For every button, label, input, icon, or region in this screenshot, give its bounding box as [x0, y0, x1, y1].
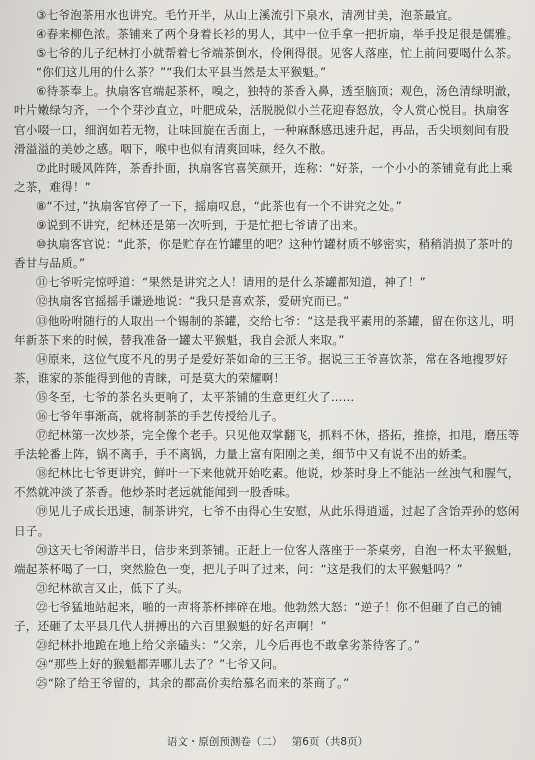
footer-page-number: 第6页（共8页） — [291, 736, 369, 748]
passage-body — [14, 6, 521, 693]
paragraph: “你们这儿用的什么茶？”“我们太平县当然是太平猴魁。” — [36, 65, 327, 80]
page-footer — [0, 734, 535, 749]
paragraph: ⑩执扇客官说：“此茶，你是贮存在竹罐里的吧？这种竹罐材质不够密实，稍稍消损了茶叶的香甘与品质。” — [14, 237, 513, 271]
paragraph: ⑥待茶奉上。执扇客官端起茶杯，嗅之，独特的茶香入鼻，透至脑顶；观色，汤色清绿明澈，叶片嫩绿匀齐，一个个芽沙直立，叶肥成朵，活脱脱似小兰花迎春怒放，令人赏心悦目。执扇客官小啜一口，细润如若无物，让味回旋在舌面上，一种麻酥感迅速升起，再品，舌尖顷刻间有股滑溢溢的美妙之感。咽下，喉中也似有清爽回味，经久不散。 — [14, 84, 519, 156]
paragraph: ⑱纪林比七爷更讲究，鲜叶一下来他就开始吃素。他说，炒茶时身上不能沾一丝浊气和腥气，不然就冲淡了茶香。他炒茶时老远就能闻到一股香味。 — [14, 466, 520, 500]
paragraph: ⑭原来，这位气度不凡的男子是爱好茶如命的三王爷。据说三王爷喜饮茶，常在各地搜罗好茶，谁家的茶能得到他的青睐，可是莫大的荣耀啊！ — [14, 351, 508, 385]
paragraph: ⑮冬至，七爷的茶名头更响了，太平茶铺的生意更红火了…… — [36, 389, 355, 404]
paragraph: ㉒七爷猛地站起来，啪的一声将茶杯摔碎在地。他勃然大怒：“逆子！你不但砸了自己的铺子，还砸了太平县几代人拼搏出的六百里猴魁的好名声啊！” — [14, 599, 503, 633]
paragraph: ⑦此时暖风阵阵，茶香扑面，执扇客官喜笑颜开，连称：“好茶，一个小小的茶铺竟有此上乘之茶，难得！” — [14, 160, 513, 194]
paragraph: ㉓纪林扑地跪在地上给父亲磕头：“父亲，儿今后再也不敢拿劣茶待客了。” — [36, 638, 421, 653]
paragraph: ⑬他吩咐随行的人取出一个锡制的茶罐，交给七爷：“这是我平素用的茶罐，留在你这儿，明年新茶下来的时候，替我准备一罐太平猴魁，我自会派人来取。” — [14, 313, 514, 347]
paragraph: ⑪七爷听完惊呼道：“果然是讲究之人！请用的是什么茶罐都知道，神了！” — [36, 275, 426, 290]
paragraph: ③七爷泡茶用水也讲究。毛竹开半，从山上溪流引下泉水，清冽甘美，泡茶最宜。 — [36, 8, 460, 22]
paragraph: ⑤七爷的儿子纪林打小就帮着七爷端茶倒水，伶俐得很。见客人落座，忙上前问要喝什么茶。 — [36, 46, 519, 61]
footer-subject: 语文・原创预测卷（二） — [166, 736, 283, 748]
paragraph: ㉑纪林欲言又止，低下了头。 — [36, 580, 190, 595]
paragraph: ⑰纪林第一次炒茶，完全像个老手。只见他双掌翻飞，抓料不休，搭拓，推捺，扣甩，磨压等手法轮番上阵，锅不离手，手不离锅，力量上富有阳刚之美，细节中又有说不出的娇柔。 — [14, 428, 520, 462]
paragraph: ⑧“不过，”执扇客官停了一下，摇扇叹息，“此茶也有一个不讲究之处。” — [36, 198, 402, 213]
paragraph: ㉔“那些上好的猴魁都弄哪儿去了？”七爷又问。 — [36, 657, 285, 672]
paragraph: ㉕“除了给王爷留的，其余的都高价卖给慕名而来的茶商了。” — [36, 676, 350, 691]
paragraph: ⑳这天七爷闲游半日，信步来到茶铺。正赶上一位客人落座于一茶桌旁，自泡一杯太平猴魁，端起茶杯喝了一口，突然脸色一变，把儿子叫了过来，问：“这是我们的太平猴魁吗？” — [14, 542, 520, 576]
paragraph: ⑫执扇客官摇摇手谦逊地说：“我只是喜欢茶，爱研究而已。” — [36, 294, 350, 309]
paragraph: ⑲见儿子成长迅速，制茶讲究，七爷不由得心生安慰，从此乐得逍遥，过起了含饴弄孙的悠闲日子。 — [14, 504, 520, 538]
paragraph: ④春来柳色浓。茶铺来了两个身着长衫的男人，其中一位手拿一把折扇，举手投足很是儒雅。 — [36, 27, 519, 42]
paragraph: ⑯七爷年事渐高，就将制茶的手艺传授给儿子。 — [36, 408, 284, 423]
paragraph: ⑨说到不讲究，纪林还是第一次听到，于是忙把七爷请了出来。 — [36, 218, 366, 233]
